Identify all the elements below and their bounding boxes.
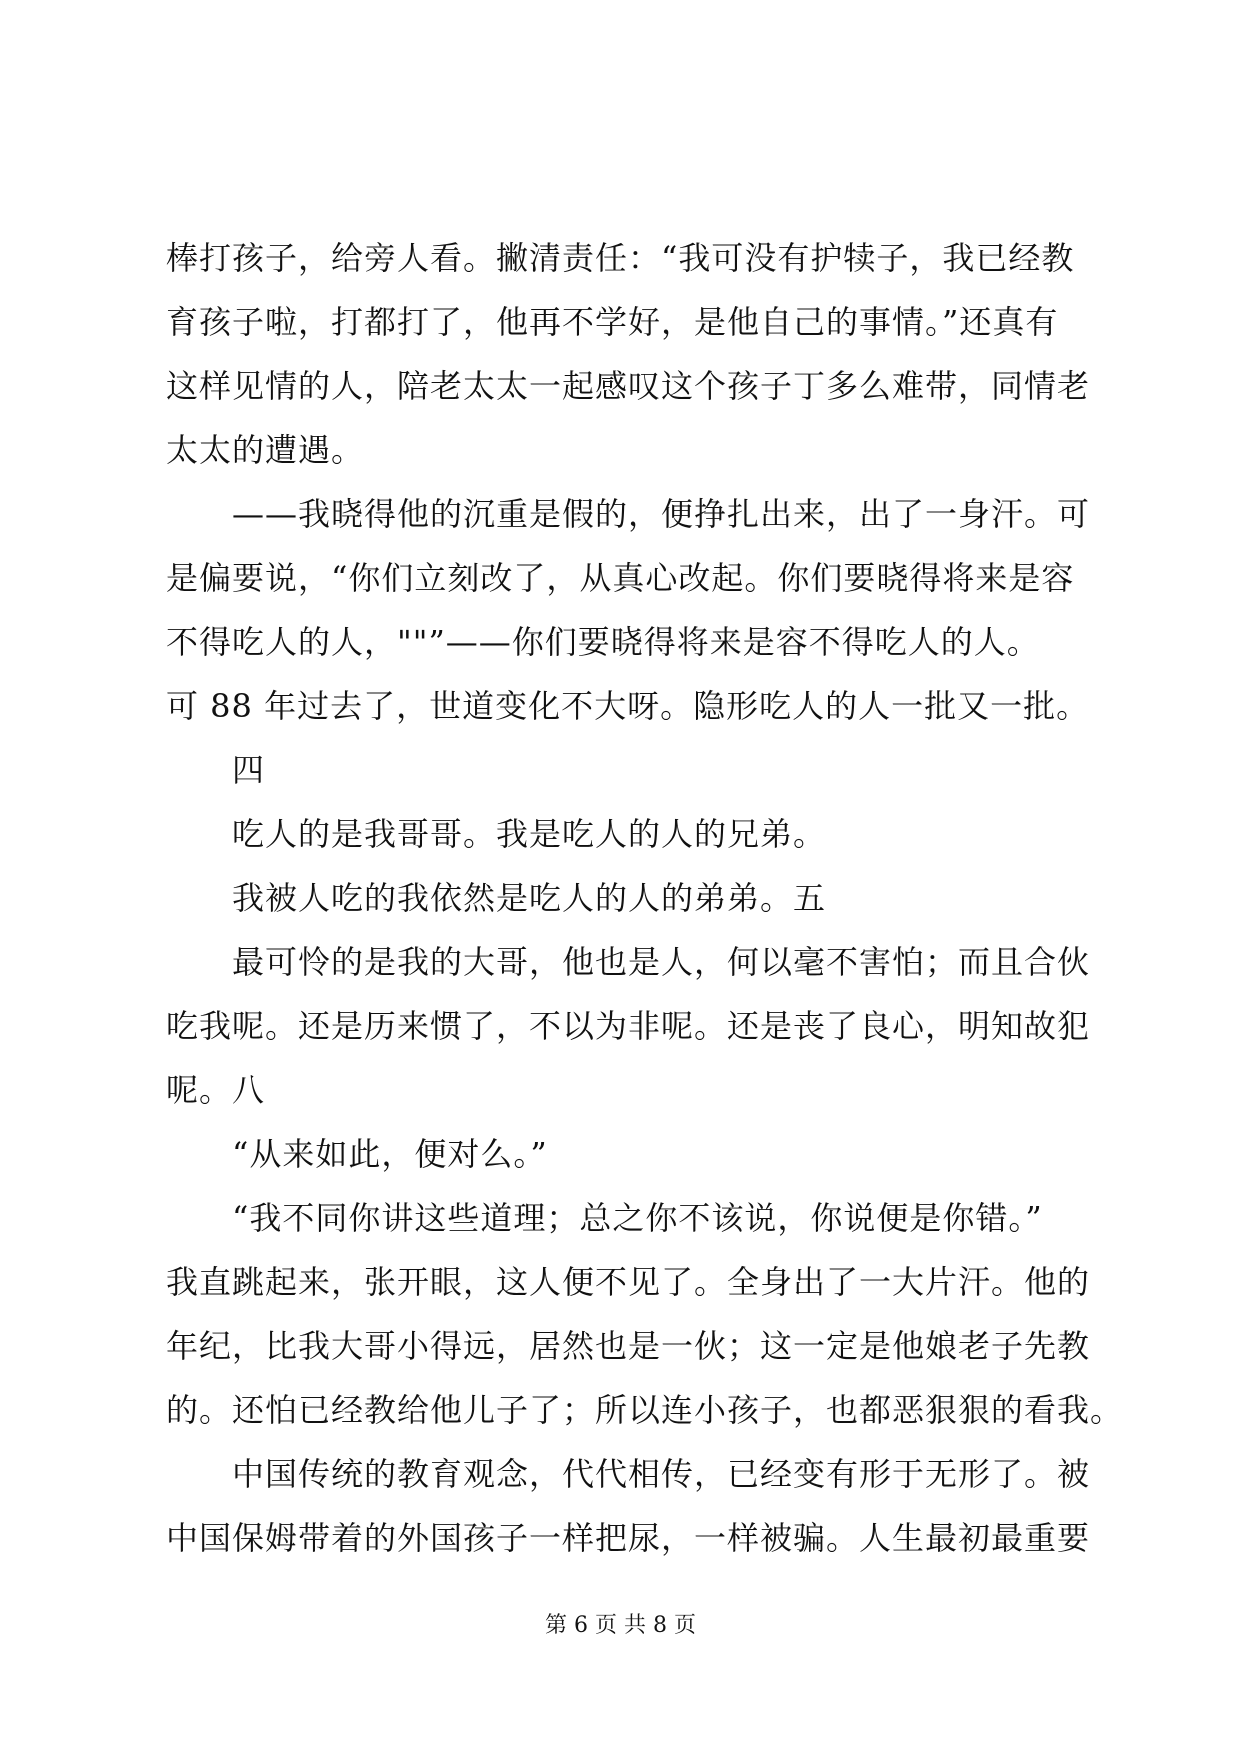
text-line: 可 88 年过去了，世道变化不大呀。隐形吃人的人一批又一批。 xyxy=(166,687,1090,725)
text-line: 中国传统的教育观念，代代相传，已经变有形于无形了。被 xyxy=(232,1455,1091,1493)
text-line: 吃人的是我哥哥。我是吃人的人的兄弟。 xyxy=(232,815,827,853)
text-line: ——我晓得他的沉重是假的，便挣扎出来，出了一身汗。可 xyxy=(232,495,1091,533)
text-line: 吃我呢。还是历来惯了，不以为非呢。还是丧了良心，明知故犯 xyxy=(166,1007,1091,1045)
text-line: 不得吃人的人，""”——你们要晓得将来是容不得吃人的人。 xyxy=(166,623,1040,661)
section-heading: 四 xyxy=(232,751,266,789)
text-line: “从来如此，便对么。” xyxy=(232,1135,548,1173)
text-line: 太太的遭遇。 xyxy=(166,431,365,469)
text-line: 年纪，比我大哥小得远，居然也是一伙；这一定是他娘老子先教 xyxy=(166,1327,1091,1365)
text-line: 育孩子啦，打都打了，他再不学好，是他自己的事情。”还真有 xyxy=(166,303,1059,341)
text-line: 棒打孩子，给旁人看。撇清责任：“我可没有护犊子，我已经教 xyxy=(166,239,1075,277)
text-line: 的。还怕已经教给他儿子了；所以连小孩子，也都恶狠狠的看我。 xyxy=(166,1391,1124,1429)
text-line: 我直跳起来，张开眼，这人便不见了。全身出了一大片汗。他的 xyxy=(166,1263,1091,1301)
text-line: 中国保姆带着的外国孩子一样把尿，一样被骗。人生最初最重要 xyxy=(166,1519,1091,1557)
text-line: 我被人吃的我依然是吃人的人的弟弟。五 xyxy=(232,879,827,917)
text-line: “我不同你讲这些道理；总之你不该说，你说便是你错。” xyxy=(232,1199,1043,1237)
text-line: 是偏要说，“你们立刻改了，从真心改起。你们要晓得将来是容 xyxy=(166,559,1075,597)
text-line: 最可怜的是我的大哥，他也是人，何以毫不害怕；而且合伙 xyxy=(232,943,1091,981)
text-line: 这样见情的人，陪老太太一起感叹这个孩子丁多么难带，同情老 xyxy=(166,367,1091,405)
page-number-footer: 第 6 页 共 8 页 xyxy=(545,1613,696,1638)
text-line: 呢。八 xyxy=(166,1071,266,1109)
